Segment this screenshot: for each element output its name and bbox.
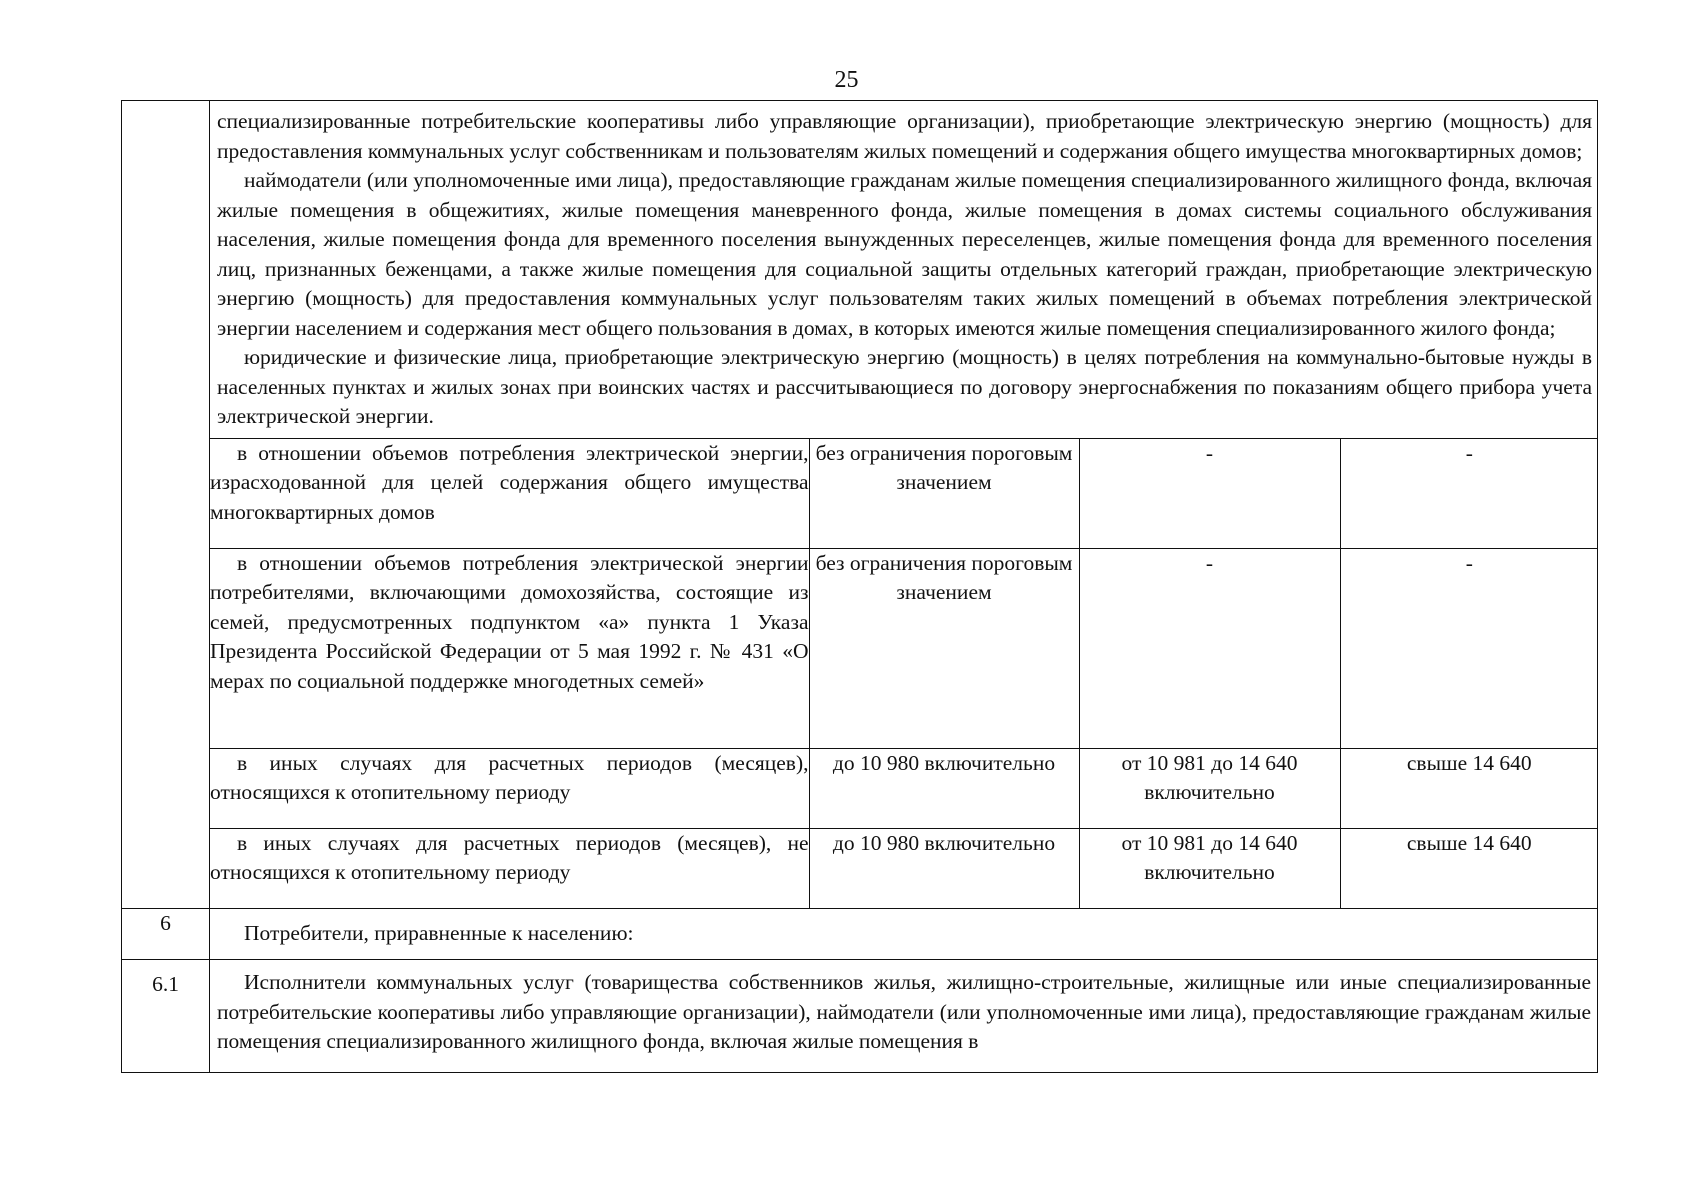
threshold-range-2: -	[1079, 548, 1340, 748]
continuation-subtable	[210, 101, 1598, 908]
section-heading: Потребители, приравненные к населению:	[244, 921, 634, 945]
threshold-range-1: до 10 980 включительно	[809, 748, 1079, 828]
section-number: 6	[160, 911, 171, 935]
row-number-cell	[122, 909, 210, 960]
threshold-range-2: от 10 981 до 14 640 включительно	[1079, 828, 1340, 908]
page-number: 25	[834, 67, 859, 93]
section-body-text: Исполнители коммунальных услуг (товарищества собственников жилья, жилищно-строительные, жилищные или иные специализированные потребительские кооперативы либо управляющие организации), наймодатели (или уполномоченные ими лица), предоставляющие гражданам жилые помещения специализированного жилищного фонда, включая жилые помещения в	[217, 970, 1591, 1053]
consumption-description: в иных случаях для расчетных периодов (месяцев), не относящихся к отопительному периоду	[210, 828, 809, 908]
table-row	[210, 548, 1598, 748]
table-row	[210, 438, 1598, 548]
threshold-range-2: -	[1079, 438, 1340, 548]
table-row-section-6	[122, 909, 1598, 960]
continuation-content-cell	[210, 101, 1598, 909]
threshold-range-3: -	[1340, 548, 1598, 748]
threshold-range-1: до 10 980 включительно	[809, 828, 1079, 908]
intro-paragraph: наймодатели (или уполномоченные ими лица), предоставляющие гражданам жилые помещения специализированного жилищного фонда, включая жилые помещения в общежитиях, жилые помещения маневренного фонда, жилые помещения в домах системы социального обслуживания населения, жилые помещения фонда для временного поселения вынужденных переселенцев, жилые помещения фонда для временного поселения лиц, признанных беженцами, а также жилые помещения для социальной защиты отдельных категорий граждан, приобретающие электрическую энергию (мощность) для предоставления коммунальных услуг пользователям таких жилых помещений в объемах потребления электрической энергии населением и содержания мест общего пользования в домах, в которых имеются жилые помещения специализированного жилого фонда;	[217, 168, 1593, 340]
section-text-cell	[210, 909, 1598, 960]
intro-text-row	[210, 101, 1598, 438]
table-row	[210, 828, 1598, 908]
threshold-range-3: свыше 14 640	[1340, 828, 1598, 908]
table-row-continuation	[122, 101, 1598, 909]
row-number-cell	[122, 960, 210, 1073]
section-number: 6.1	[152, 972, 179, 996]
consumption-description: в иных случаях для расчетных периодов (месяцев), относящихся к отопительному периоду	[210, 748, 809, 828]
threshold-range-1: без ограничения пороговым значением	[809, 548, 1079, 748]
threshold-range-3: -	[1340, 438, 1598, 548]
threshold-range-1: без ограничения пороговым значением	[809, 438, 1079, 548]
row-number-cell	[122, 101, 210, 909]
intro-paragraph: юридические и физические лица, приобретающие электрическую энергию (мощность) в целях потребления на коммунально-бытовые нужды в населенных пунктах и жилых зонах при воинских частях и рассчитывающиеся по договору энергоснабжения по показаниям общего прибора учета электрической энергии.	[217, 345, 1593, 428]
consumption-description: в отношении объемов потребления электрической энергии потребителями, включающими домохозяйства, состоящие из семей, предусмотренных подпунктом «а» пункта 1 Указа Президента Российской Федерации от 5 мая 1992 г. № 431 «О мерах по социальной поддержке многодетных семей»	[210, 548, 809, 748]
intro-paragraph: специализированные потребительские кооперативы либо управляющие организации), приобретающие электрическую энергию (мощность) для предоставления коммунальных услуг собственникам и пользователям жилых помещений и содержания общего имущества многоквартирных домов;	[217, 109, 1593, 163]
threshold-range-3: свыше 14 640	[1340, 748, 1598, 828]
tariff-table	[121, 100, 1598, 1073]
threshold-range-2: от 10 981 до 14 640 включительно	[1079, 748, 1340, 828]
section-text-cell	[210, 960, 1598, 1073]
consumption-description: в отношении объемов потребления электрической энергии, израсходованной для целей содержания общего имущества многоквартирных домов	[210, 438, 809, 548]
table-row-section-6-1	[122, 960, 1598, 1073]
table-row	[210, 748, 1598, 828]
intro-text-cell	[210, 101, 1598, 438]
